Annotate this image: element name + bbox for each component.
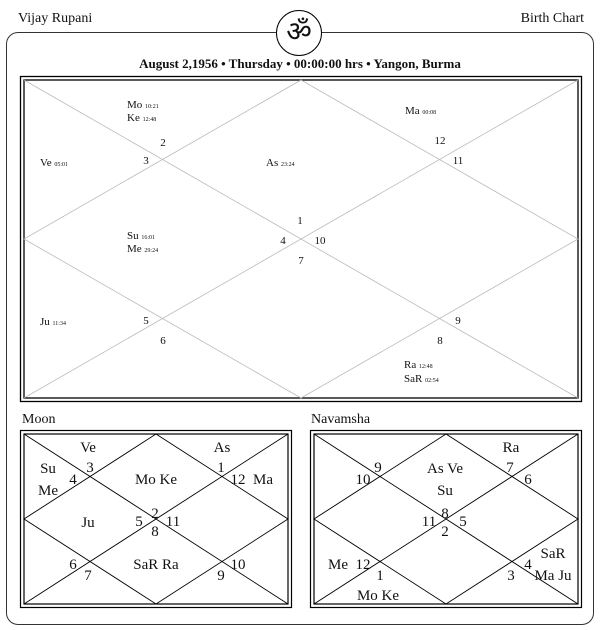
planet-label: Ra	[502, 440, 520, 456]
moon-chart	[20, 430, 292, 608]
navamsha-chart	[310, 430, 582, 608]
person-name: Vijay Rupani	[18, 11, 93, 26]
house-number: 4	[69, 472, 77, 488]
house-number: 6	[524, 472, 532, 488]
house-number: 3	[86, 460, 94, 476]
house-number: 9	[374, 460, 382, 476]
planet-label: As Ve	[427, 461, 463, 477]
planet-label: SaR 02:54	[404, 373, 439, 385]
house-number: 12	[230, 472, 246, 488]
main-birth-chart	[20, 76, 582, 402]
house-number: 6	[160, 335, 166, 347]
planet-label: Me	[38, 483, 58, 499]
planet-label: Mo Ke	[356, 588, 400, 604]
house-number: 2	[441, 524, 449, 540]
om-icon: ॐ	[276, 10, 322, 56]
house-number: 10	[314, 235, 326, 247]
birth-details: August 2,1956 • Thursday • 00:00:00 hrs • Yangon, Burma	[139, 56, 461, 71]
planet-label: Ra 12:48	[404, 359, 433, 371]
house-number: 11	[452, 155, 464, 167]
house-number: 8	[441, 506, 449, 522]
planet-label: As	[213, 440, 231, 456]
planet-label: Me	[328, 557, 348, 573]
house-number: 8	[151, 524, 159, 540]
house-number: 3	[143, 155, 149, 167]
planet-label: SaR Ra	[133, 557, 179, 573]
planet-label: Ma	[253, 472, 273, 488]
house-number: 5	[135, 514, 143, 530]
house-number: 7	[298, 255, 304, 267]
house-number: 2	[151, 506, 159, 522]
house-number: 9	[217, 568, 225, 584]
house-number: 1	[376, 568, 384, 584]
planet-label: Mo 10:21	[127, 99, 159, 111]
planet-label: Ma Ju	[534, 568, 572, 584]
planet-label: Su	[437, 483, 453, 499]
house-number: 8	[437, 335, 443, 347]
planet-label: Su 16:01	[127, 230, 156, 242]
planet-label: Ke 12:48	[127, 112, 157, 124]
house-number: 7	[506, 460, 514, 476]
house-number: 1	[217, 460, 225, 476]
house-number: 12	[434, 135, 446, 147]
house-number: 6	[69, 557, 77, 573]
planet-label: Me 29:24	[127, 243, 159, 255]
navamsha-chart-label: Navamsha	[311, 412, 371, 427]
house-number: 3	[507, 568, 515, 584]
planet-label: Ve	[80, 440, 96, 456]
house-number: 10	[230, 557, 246, 573]
planet-label: Ve 05:01	[40, 157, 69, 169]
planet-label: SaR	[540, 546, 566, 562]
planet-label: Ju	[81, 515, 95, 531]
house-number: 4	[524, 557, 532, 573]
house-number: 4	[280, 235, 286, 247]
house-number: 1	[297, 215, 303, 227]
house-number: 11	[165, 514, 181, 530]
moon-chart-label: Moon	[22, 412, 56, 427]
chart-title: Birth Chart	[520, 11, 584, 26]
house-number: 12	[355, 557, 371, 573]
planet-label: Su	[40, 461, 56, 477]
planet-label: Ma 00:08	[405, 105, 437, 117]
house-number: 2	[160, 137, 166, 149]
house-number: 5	[459, 514, 467, 530]
planet-label: As 23:24	[266, 157, 295, 169]
house-number: 11	[421, 514, 437, 530]
house-number: 7	[84, 568, 92, 584]
planet-label: Mo Ke	[134, 472, 178, 488]
planet-label: Ju 11:34	[40, 316, 66, 328]
house-number: 10	[355, 472, 371, 488]
house-number: 5	[143, 315, 149, 327]
house-number: 9	[455, 315, 461, 327]
